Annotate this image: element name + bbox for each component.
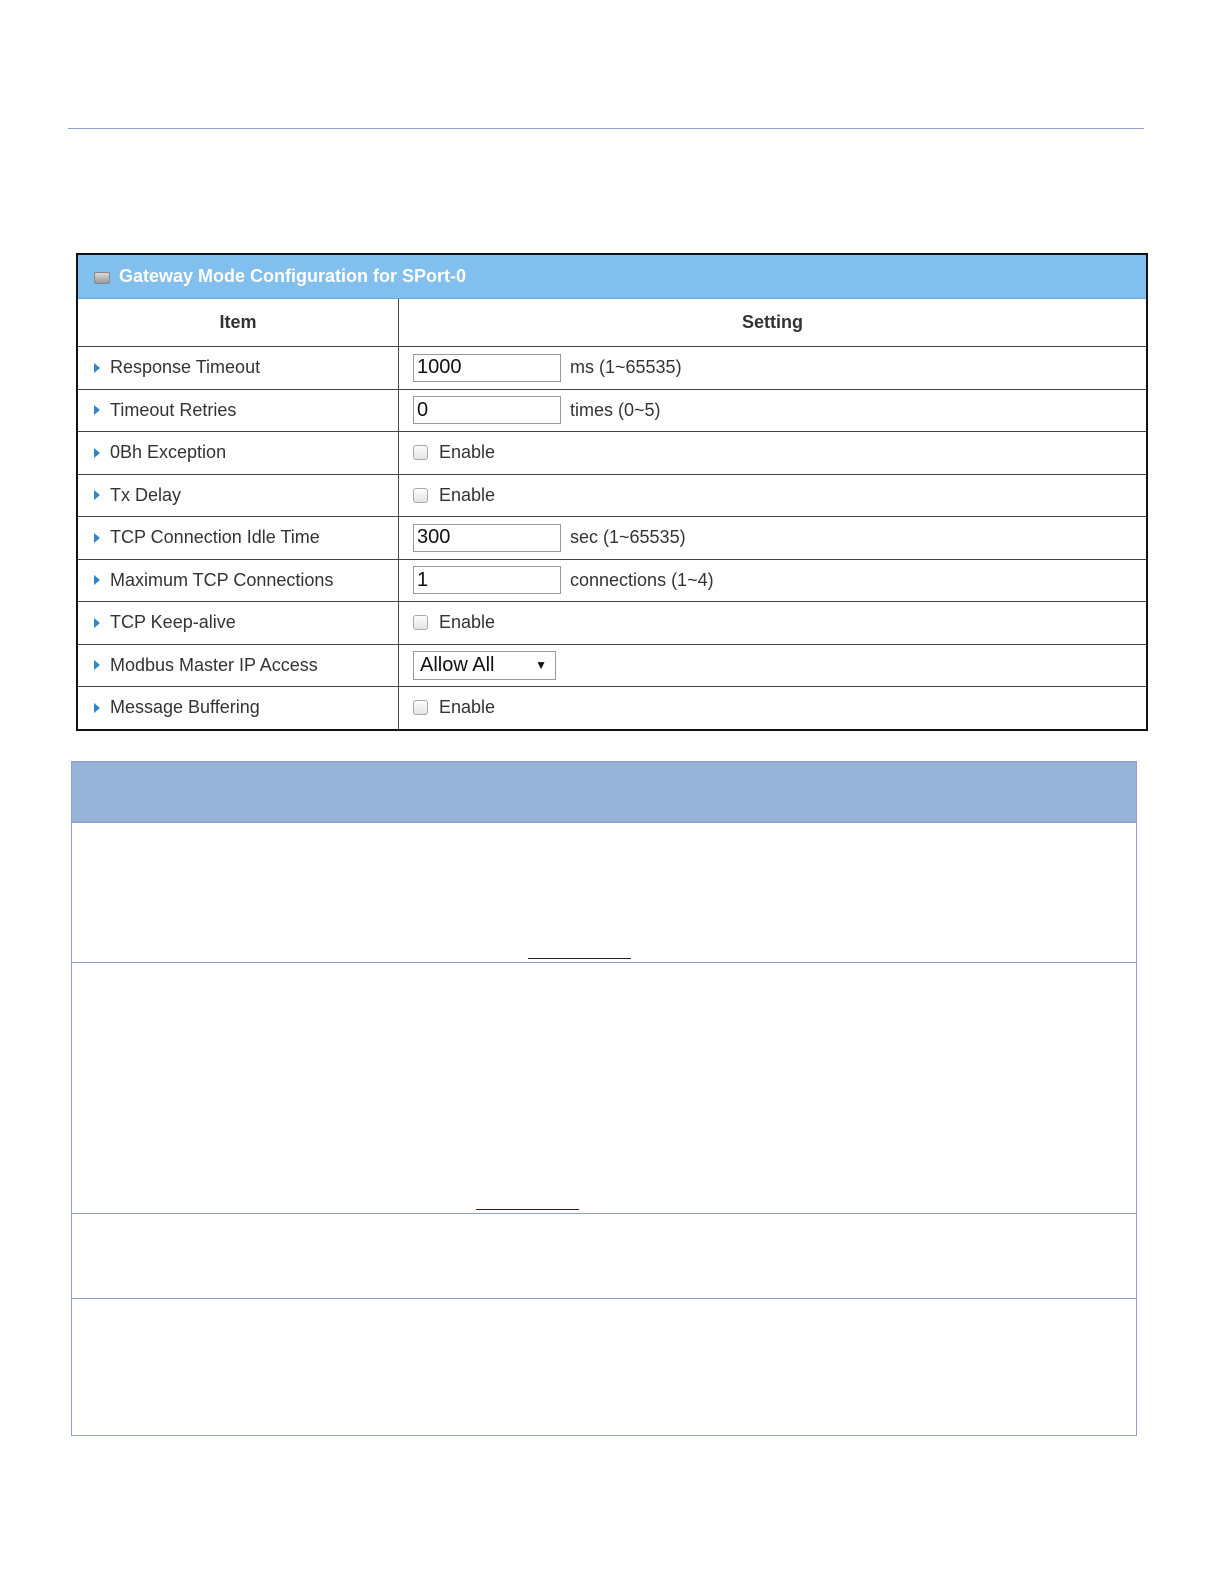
response-timeout-input[interactable] bbox=[413, 354, 561, 382]
table-row bbox=[78, 432, 1146, 475]
bullet-arrow-icon bbox=[94, 448, 100, 458]
bullet-arrow-icon bbox=[94, 575, 100, 585]
panel-title-bar bbox=[78, 255, 1146, 299]
bullet-arrow-icon bbox=[94, 405, 100, 415]
unit-label: sec (1~65535) bbox=[570, 527, 686, 548]
description-row bbox=[72, 963, 1136, 1214]
column-header-setting: Setting bbox=[399, 299, 1147, 347]
message-buffering-checkbox[interactable] bbox=[413, 700, 428, 715]
max-tcp-connections-input[interactable] bbox=[413, 566, 561, 594]
description-table bbox=[71, 761, 1137, 1436]
panel-icon bbox=[94, 272, 110, 284]
page-header-rule bbox=[68, 128, 1144, 129]
table-row bbox=[78, 474, 1146, 517]
config-table bbox=[78, 299, 1146, 729]
column-header-item: Item bbox=[78, 299, 399, 347]
select-value: Allow All bbox=[420, 653, 495, 676]
row-label: TCP Keep-alive bbox=[78, 612, 398, 633]
row-label: TCP Connection Idle Time bbox=[78, 527, 398, 548]
hyperlink-underline bbox=[528, 958, 631, 959]
row-label: 0Bh Exception bbox=[78, 442, 398, 463]
bullet-arrow-icon bbox=[94, 533, 100, 543]
table-row bbox=[78, 389, 1146, 432]
timeout-retries-input[interactable] bbox=[413, 396, 561, 424]
table-row bbox=[78, 517, 1146, 560]
checkbox-label: Enable bbox=[439, 484, 496, 505]
dropdown-arrow-icon: ▼ bbox=[535, 658, 547, 673]
bullet-arrow-icon bbox=[94, 660, 100, 670]
hyperlink-underline bbox=[476, 1209, 579, 1210]
row-label: Response Timeout bbox=[78, 357, 398, 378]
description-row bbox=[72, 1214, 1136, 1299]
table-row bbox=[78, 347, 1146, 390]
bullet-arrow-icon bbox=[94, 363, 100, 373]
description-row bbox=[72, 823, 1136, 963]
bullet-arrow-icon bbox=[94, 490, 100, 500]
checkbox-label: Enable bbox=[439, 442, 496, 463]
description-row bbox=[72, 1299, 1136, 1438]
table-row bbox=[78, 602, 1146, 645]
tx-delay-checkbox[interactable] bbox=[413, 488, 428, 503]
checkbox-label: Enable bbox=[439, 612, 496, 633]
tcp-idle-time-input[interactable] bbox=[413, 524, 561, 552]
bullet-arrow-icon bbox=[94, 703, 100, 713]
unit-label: times (0~5) bbox=[570, 399, 661, 420]
row-label: Timeout Retries bbox=[78, 400, 398, 421]
table-row bbox=[78, 687, 1146, 729]
row-label: Message Buffering bbox=[78, 697, 398, 718]
unit-label: ms (1~65535) bbox=[570, 357, 682, 378]
checkbox-label: Enable bbox=[439, 697, 496, 718]
bullet-arrow-icon bbox=[94, 618, 100, 628]
table-header-row bbox=[78, 299, 1146, 347]
row-label: Tx Delay bbox=[78, 485, 398, 506]
table-row bbox=[78, 559, 1146, 602]
modbus-ip-access-select[interactable] bbox=[413, 651, 556, 680]
tcp-keepalive-checkbox[interactable] bbox=[413, 615, 428, 630]
row-label: Modbus Master IP Access bbox=[78, 655, 398, 676]
unit-label: connections (1~4) bbox=[570, 569, 714, 590]
description-table-header bbox=[72, 762, 1136, 823]
panel-title: Gateway Mode Configuration for SPort-0 bbox=[119, 266, 467, 286]
gateway-mode-config-panel bbox=[76, 253, 1148, 731]
table-row bbox=[78, 644, 1146, 687]
0bh-exception-checkbox[interactable] bbox=[413, 445, 428, 460]
row-label: Maximum TCP Connections bbox=[78, 570, 398, 591]
